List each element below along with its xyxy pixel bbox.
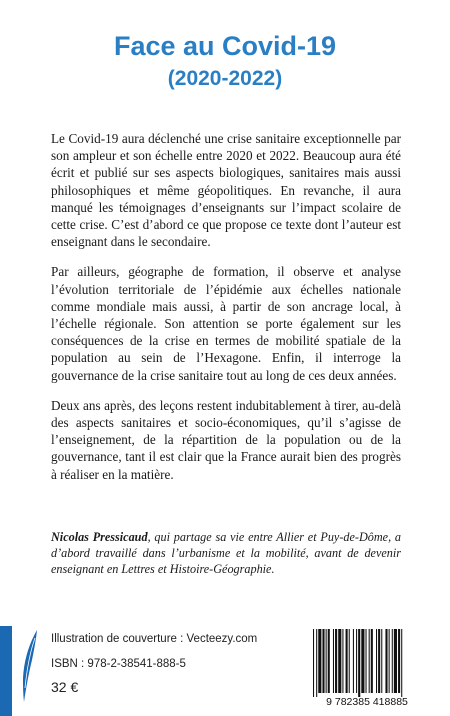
barcode-bar bbox=[366, 629, 367, 693]
barcode-bar bbox=[371, 629, 373, 693]
author-bio bbox=[51, 529, 401, 577]
barcode-bar bbox=[385, 629, 387, 693]
back-cover-blurb bbox=[51, 130, 401, 496]
barcode-bar bbox=[378, 629, 380, 693]
publisher-stripe bbox=[0, 626, 12, 716]
barcode-bar bbox=[318, 629, 321, 693]
barcode-bar bbox=[401, 629, 402, 697]
barcode-icon bbox=[305, 625, 425, 709]
barcode-bar bbox=[328, 629, 330, 693]
barcode-bar bbox=[369, 629, 370, 693]
barcode-bar bbox=[346, 629, 348, 693]
barcode-bar bbox=[326, 629, 327, 693]
barcode-bar bbox=[313, 629, 314, 697]
barcode-bar bbox=[322, 629, 324, 693]
blurb-paragraph-3: Deux ans après, des leçons restent indubitablement à tirer, au-delà des aspects sanitaires et socio-économiques, qu’il s’agisse de l’enseignement, de la répartition de la population ou de la gouvernance, tant il est clair que la France aurait bien des progrès à réaliser en la matière. bbox=[51, 397, 401, 482]
barcode-bar bbox=[358, 629, 360, 697]
barcode-bar bbox=[335, 629, 337, 693]
price-text: 32 € bbox=[51, 679, 79, 695]
cover-credit: Illustration de couverture : Vecteezy.com bbox=[51, 633, 258, 645]
barcode-bar bbox=[349, 629, 350, 693]
barcode-bar bbox=[356, 629, 357, 693]
author-bio-text: , qui partage sa vie entre Allier et Puy-de-Dôme, a d’abord travaillé dans l’urbanisme et la mobilité, avant de devenir enseignant en Lettres et Histoire-Géographie. bbox=[51, 530, 402, 576]
book-title: Face au Covid-19 bbox=[113, 31, 337, 61]
barcode-bar bbox=[398, 629, 400, 693]
blurb-paragraph-1: Le Covid-19 aura déclenché une crise sanitaire exceptionnelle par son ampleur et son échelle entre 2020 et 2022. Beaucoup aura été écrit et publié sur ses aspects biologiques, sanitaires mais aussi philosophiques et même géopolitiques. En revanche, il aura manqué les témoignages d’enseignants sur l’impact scolaire de cette crise. C’est d’abord ce que propose ce texte dont l’auteur est enseignant dans le secondaire. bbox=[51, 131, 401, 250]
barcode-bar bbox=[316, 629, 317, 697]
barcode-bar bbox=[381, 629, 382, 693]
barcode-bar bbox=[394, 629, 397, 693]
author-name: Nicolas Pressicaud bbox=[51, 530, 148, 544]
barcode-bar bbox=[389, 629, 390, 693]
barcode-bar bbox=[361, 629, 364, 693]
blurb-paragraph-2: Par ailleurs, géographe de formation, il observe et analyse l’évolution territoriale de l’épidémie aux échelles nationale comme mondiale mais aussi, à partir de son ancrage local, à l’échelle régionale. Son attention se porte également sur les conséquences de la crise en termes de mobilité spatiale de la population au sein de l’Hexagone. Enfin, il interroge la gouvernance de la crise sanitaire tout au long de ces deux années. bbox=[51, 264, 401, 383]
book-subtitle: (2020-2022) bbox=[167, 67, 283, 90]
barcode-bar bbox=[392, 629, 393, 693]
isbn-text: ISBN : 978-2-38541-888-5 bbox=[51, 658, 186, 670]
feather-quill-icon bbox=[20, 626, 40, 706]
barcode-number: 9 782385 418885 bbox=[326, 696, 408, 708]
barcode-bar bbox=[353, 629, 354, 693]
barcode-bar bbox=[342, 629, 343, 693]
barcode-bar bbox=[338, 629, 341, 693]
barcode-bar bbox=[333, 629, 334, 693]
barcode-bar bbox=[376, 629, 377, 693]
